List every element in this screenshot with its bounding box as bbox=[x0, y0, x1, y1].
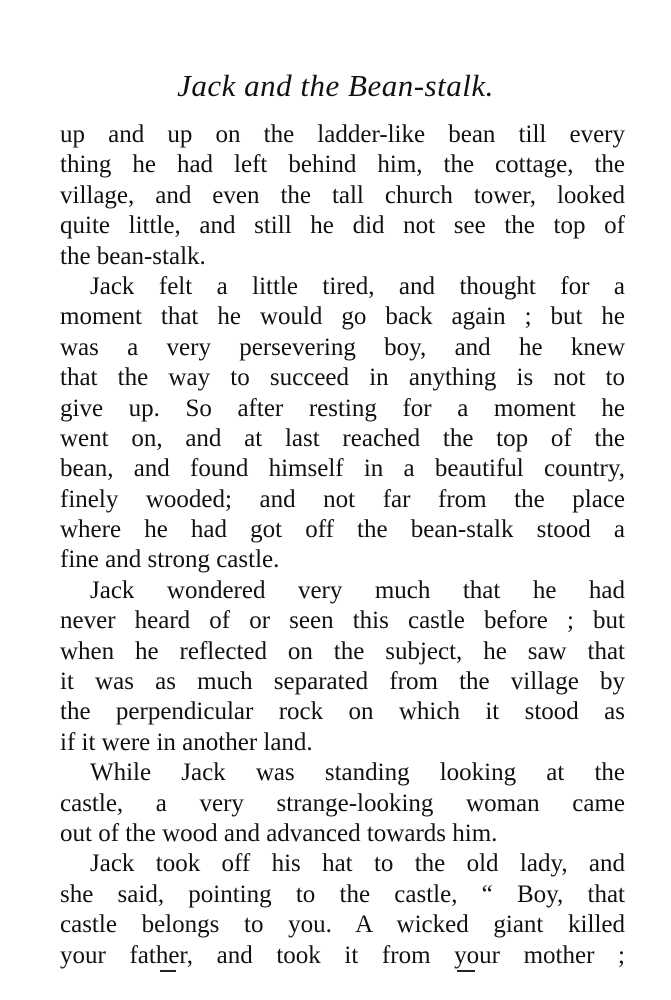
text-line: castle, a very strange-looking woman came bbox=[60, 789, 625, 817]
text-line: if it were in another land. bbox=[60, 728, 313, 756]
paragraph-first-line: Jack wondered very much that he had bbox=[90, 576, 625, 604]
text-line: bean, and found himself in a beautiful country, bbox=[60, 455, 625, 483]
text-line: up and up on the ladder-like bean till every bbox=[60, 121, 625, 148]
text-line: castle belongs to you. A wicked giant killed bbox=[60, 911, 625, 939]
paragraph-first-line: While Jack was standing looking at the bbox=[90, 759, 625, 787]
text-line: finely wooded; and not far from the place bbox=[60, 485, 625, 513]
text-line: the bean-stalk. bbox=[60, 242, 206, 270]
text-line: the perpendicular rock on which it stood as bbox=[60, 698, 625, 726]
text-line: it was as much separated from the village by bbox=[60, 668, 625, 696]
text-line: village, and even the tall church tower, looked bbox=[60, 181, 625, 209]
text-line: out of the wood and advanced towards him. bbox=[60, 819, 498, 847]
text-line: was a very persevering boy, and he knew bbox=[60, 333, 625, 361]
paragraph-first-line: Jack took off his hat to the old lady, and bbox=[90, 850, 625, 878]
text-line: quite little, and still he did not see the top of bbox=[60, 212, 625, 240]
body-text bbox=[60, 120, 625, 971]
text-line: thing he had left behind him, the cottage, the bbox=[60, 151, 625, 179]
text-line: she said, pointing to the castle, “ Boy, that bbox=[60, 880, 625, 908]
print-mark bbox=[457, 970, 475, 972]
text-line: that the way to succeed in anything is not to bbox=[60, 364, 625, 392]
text-line: went on, and at last reached the top of the bbox=[60, 424, 625, 452]
running-head: Jack and the Bean-stalk. bbox=[177, 68, 494, 103]
text-line: when he reflected on the subject, he saw that bbox=[60, 637, 625, 665]
print-mark bbox=[160, 970, 176, 972]
text-line: give up. So after resting for a moment he bbox=[60, 394, 625, 422]
text-line: your father, and took it from your mother ; bbox=[60, 941, 625, 969]
text-line: never heard of or seen this castle before ; but bbox=[60, 607, 625, 635]
text-line: where he had got off the bean-stalk stood a bbox=[60, 516, 625, 544]
text-line: moment that he would go back again ; but he bbox=[60, 303, 625, 331]
paragraph-first-line: Jack felt a little tired, and thought for a bbox=[90, 272, 625, 300]
text-line: fine and strong castle. bbox=[60, 546, 280, 574]
